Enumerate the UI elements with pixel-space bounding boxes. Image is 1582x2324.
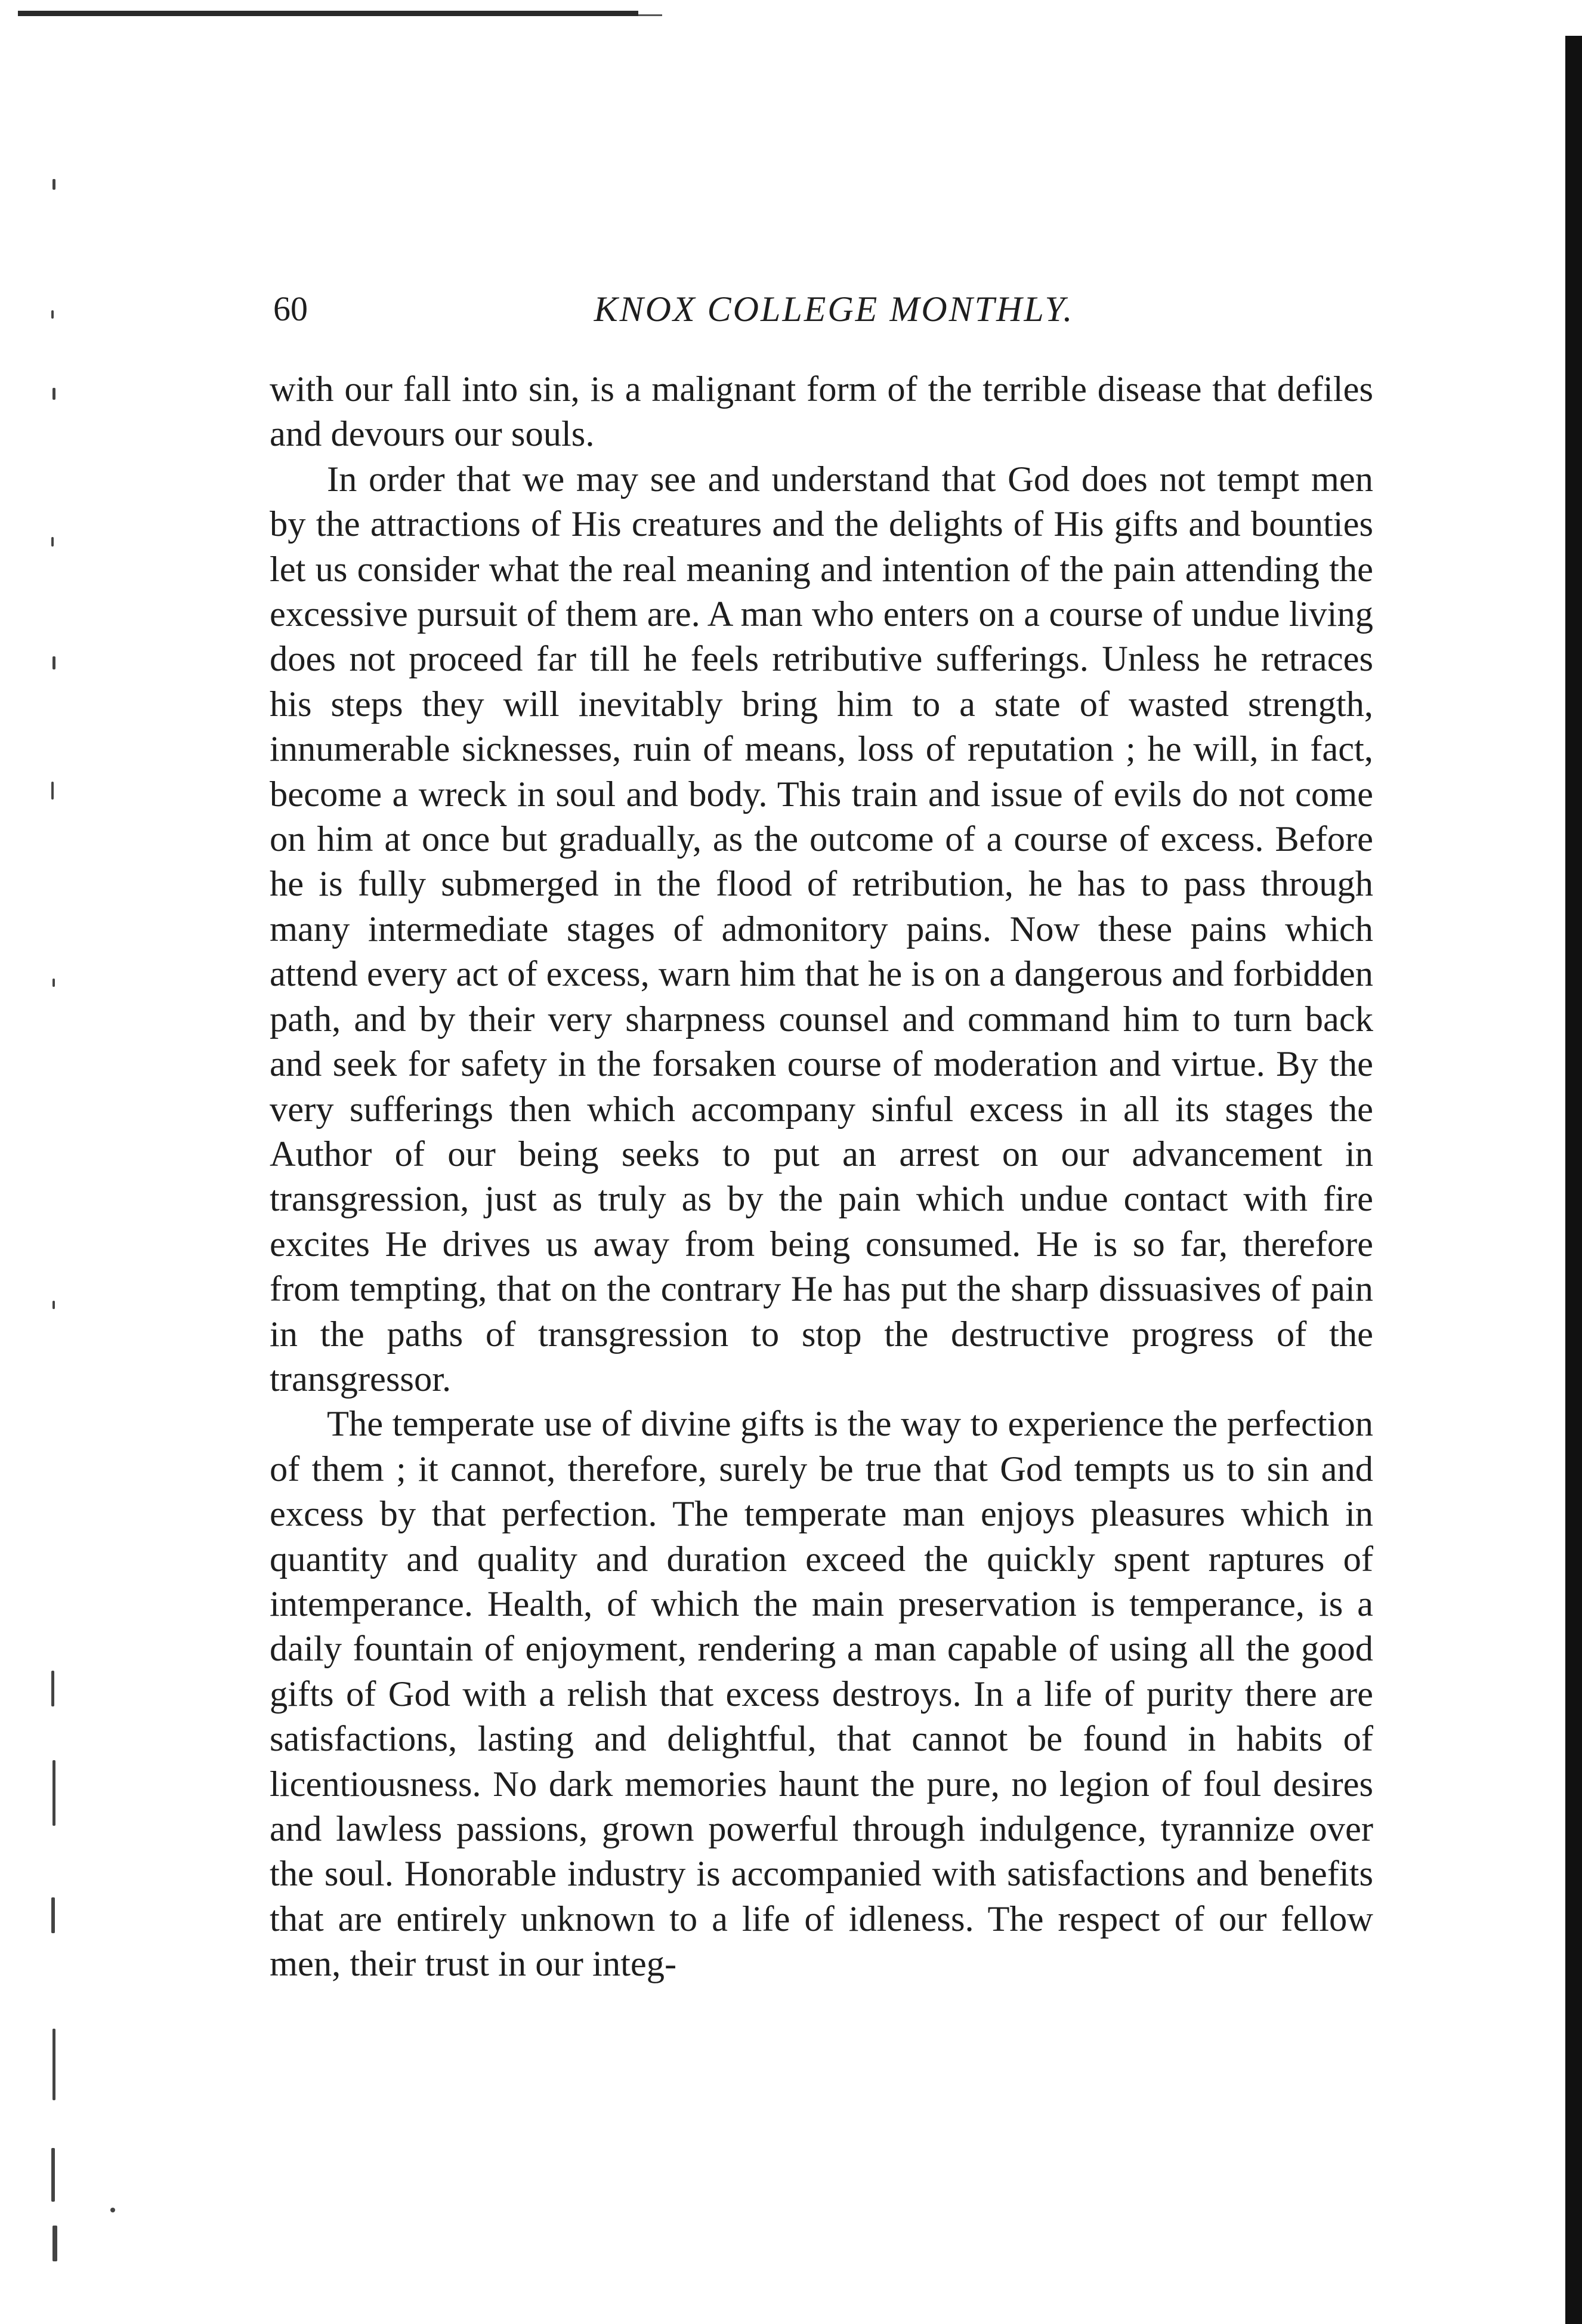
gutter-speck	[52, 2029, 55, 2100]
page-edge-shadow	[1565, 36, 1582, 2324]
gutter-speck	[52, 179, 55, 190]
gutter-speck	[110, 2208, 115, 2212]
gutter-speck	[52, 656, 55, 669]
gutter-speck	[51, 537, 54, 547]
gutter-speck	[52, 1301, 55, 1309]
running-title: KNOX COLLEGE MONTHLY.	[594, 289, 1074, 329]
gutter-speck	[51, 310, 54, 319]
page-number: 60	[273, 289, 308, 328]
gutter-speck	[52, 388, 55, 400]
paragraph: In order that we may see and understand that God does not tempt men by the attractions of His creatures and the delights of His gifts and bounties let us consider what the real meaning and intention of the pain attending the excessive pursuit of them are. A man who enters on a course of undue living does not proceed far till he feels retributive sufferings. Unless he retraces his steps they will inevitably bring him to a state of wasted strength, innumerable sicknesses, ruin of means, loss of reputation ; he will, in fact, become a wreck in soul and body. This train and issue of evils do not come on him at once but gradually, as the outcome of a course of excess. Before he is fully submerged in the flood of retribution, he has to pass through many intermediate stages of admonitory pains. Now these pains which attend every act of excess, warn him that he is on a dangerous and forbidden path, and by their very sharpness counsel and command him to turn back and seek for safety in the forsaken course of moderation and virtue. By the very sufferings then which accompany sinful excess in all its stages the Author of our being seeks to put an arrest on our advancement in transgression, just as truly as by the pain which undue contact with fire excites He drives us away from being consumed. He is so far, therefore from tempting, that on the contrary He has put the sharp dissuasives of pain in the paths of transgression to stop the destructive progress of the transgressor.	[270, 459, 1373, 1399]
paragraph-continued: with our fall into sin, is a malignant form of the terrible disease that defiles and devours our souls.	[270, 369, 1373, 455]
gutter-speck	[51, 1897, 55, 1933]
page-header	[273, 285, 1371, 333]
top-rule	[18, 11, 638, 16]
top-rule-tail	[638, 14, 662, 16]
gutter-speck	[52, 1760, 55, 1826]
gutter-speck	[51, 2148, 55, 2202]
body-text	[270, 367, 1373, 1987]
gutter-speck	[51, 782, 54, 800]
gutter-speck	[52, 979, 55, 987]
gutter-speck	[51, 1671, 54, 1706]
paragraph: The temperate use of divine gifts is the way to experience the perfection of them ; it cannot, therefore, surely be true that God tempts us to sin and excess by that perfection. The temperate man enjoys pleasures which in quantity and quality and duration exceed the quickly spent raptures of intemperance. Health, of which the main preservation is temperance, is a daily fountain of enjoyment, rendering a man capable of using all the good gifts of God with a relish that excess destroys. In a life of purity there are satisfactions, lasting and delightful, that cannot be found in habits of licentiousness. No dark memories haunt the pure, no legion of foul desires and lawless passions, grown powerful through indulgence, tyrannize over the soul. Honorable industry is accompanied with satisfactions and benefits that are entirely unknown to a life of idleness. The respect of our fellow men, their trust in our integ-	[270, 1404, 1373, 1984]
gutter-speck	[52, 2226, 57, 2261]
